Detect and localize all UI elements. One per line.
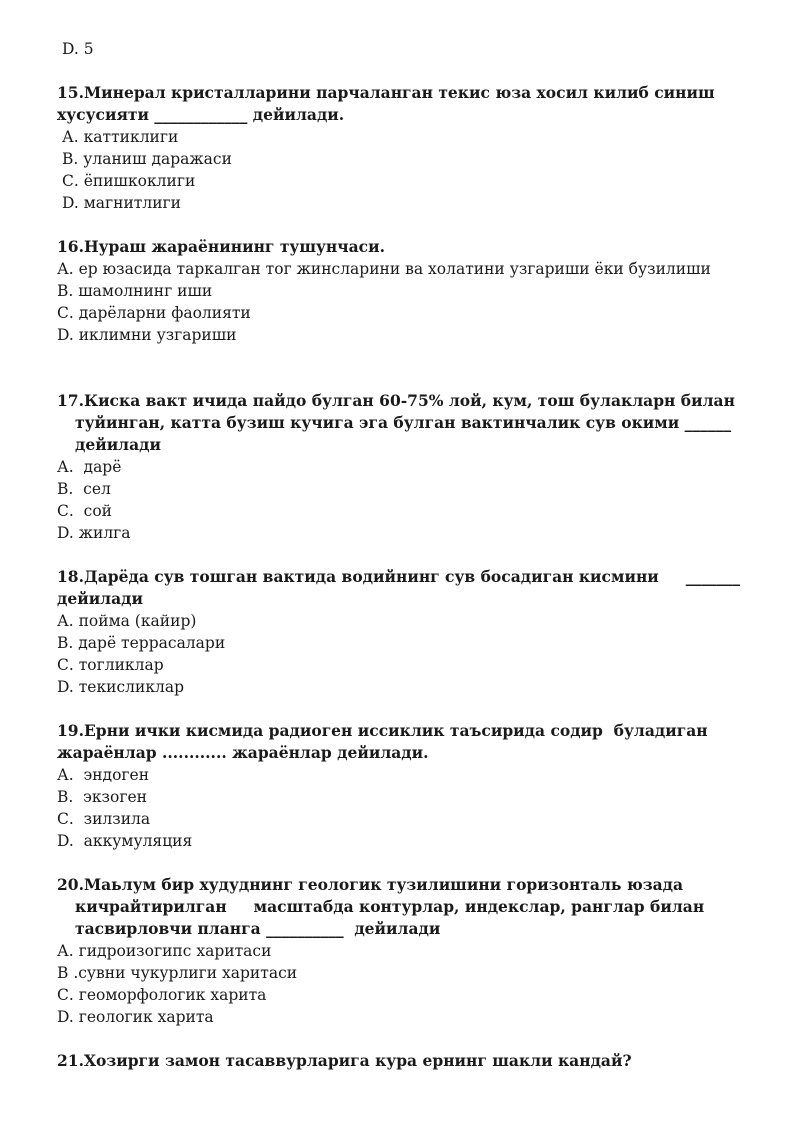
question-19-option-b: В. экзоген (57, 788, 147, 806)
question-18-option-b: В. дарё террасалари (57, 634, 226, 652)
question-21-line-1: 21.Хозирги замон тасаввурларига кура ернинг шакли кандай? (57, 1051, 632, 1070)
question-18-line-2: дейилади (57, 589, 143, 608)
question-16-option-b: В. шамолнинг иши (57, 282, 213, 300)
option-d-prev: D. 5 (62, 40, 94, 58)
question-18-line-1: 18.Дарёда сув тошган вактида водийнинг сув босадиган кисмини _______ (57, 567, 741, 586)
question-17-option-a: А. дарё (57, 458, 122, 476)
question-15-option-b: В. уланиш даражаси (62, 150, 232, 168)
question-16-option-c: С. дарёларни фаолияти (57, 304, 251, 322)
question-19-line-1: 19.Ерни ички кисмида радиоген иссиклик таъсирида содир буладиган (57, 721, 708, 740)
question-16-line-1: 16.Нураш жараёнининг тушунчаси. (57, 237, 385, 256)
question-15-option-c: С. ёпишкоклиги (62, 172, 196, 190)
question-20-option-d: D. геологик харита (57, 1008, 214, 1026)
question-16-option-a: А. ер юзасида таркалган тог жинсларини ва холатини узгариши ёки бузилиши (57, 260, 711, 278)
question-19-option-a: А. эндоген (57, 766, 150, 784)
question-20-option-b: В .сувни чукурлиги харитаси (57, 964, 298, 982)
question-20-option-a: А. гидроизогипс харитаси (57, 942, 272, 960)
question-20-option-c: С. геоморфологик харита (57, 986, 267, 1004)
question-18-option-d: D. текисликлар (57, 678, 185, 696)
question-18-option-a: А. пойма (кайир) (57, 612, 197, 630)
question-17-option-b: В. сел (57, 480, 111, 498)
question-19-line-2: жараёнлар ............ жараёнлар дейилади. (57, 743, 429, 762)
question-15-option-a: А. каттиклиги (62, 128, 179, 146)
question-20-line-1: 20.Маьлум бир худуднинг геологик тузилишини горизонталь юзада (57, 875, 684, 894)
question-15-line-1: 15.Минерал кристалларини парчаланган текис юза хосил килиб синиш (57, 83, 715, 102)
question-18-option-c: С. тогликлар (57, 656, 164, 674)
question-17-line-2: туйинган, катта бузиш кучига эга булган вактинчалик сув окими ______ (75, 413, 732, 432)
question-20-line-3: тасвирловчи планга __________ дейилади (75, 919, 441, 938)
question-19-option-d: D. аккумуляция (57, 832, 193, 850)
question-19-option-c: С. зилзила (57, 810, 151, 828)
question-17-option-d: D. жилга (57, 524, 131, 542)
question-17-line-1: 17.Киска вакт ичида пайдо булган 60-75% лой, кум, тош булакларн билан (57, 391, 735, 410)
question-16-option-d: D. иклимни узгариши (57, 326, 237, 344)
question-20-line-2: кичрайтирилган масштабда контурлар, индекслар, ранглар билан (75, 897, 705, 916)
question-15-line-2: хусусияти ____________ дейилади. (57, 105, 345, 124)
question-17-option-c: С. сой (57, 502, 112, 520)
question-17-line-3: дейилади (75, 435, 161, 454)
question-15-option-d: D. магнитлиги (62, 194, 182, 212)
